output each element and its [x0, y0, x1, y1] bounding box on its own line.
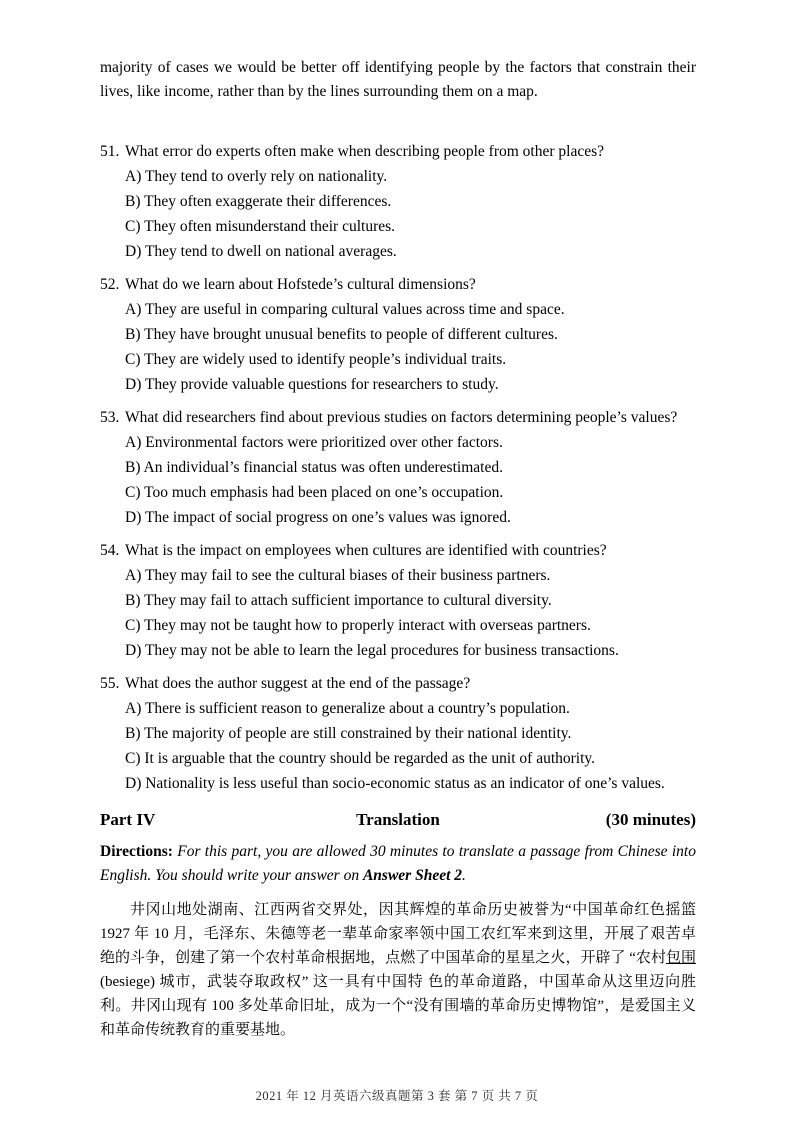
option: A) They tend to overly rely on nationality. — [125, 168, 388, 185]
directions-text: For this part, you are allowed 30 minutes to translate a passage from Chinese into English. You should write your answer on — [100, 843, 696, 884]
option: C) They often misunderstand their cultures. — [125, 218, 396, 235]
option: C) It is arguable that the country should be regarded as the unit of authority. — [125, 750, 596, 767]
question-text: What do we learn about Hofstede’s cultural dimensions? — [125, 276, 476, 293]
question-number: 53. — [100, 409, 120, 426]
question-number: 55. — [100, 675, 120, 692]
option: B) The majority of people are still constrained by their national identity. — [125, 725, 572, 742]
option: D) They tend to dwell on national averages. — [125, 243, 397, 260]
option: C) They may not be taught how to properly interact with overseas partners. — [125, 617, 591, 634]
question-text: What is the impact on employees when cultures are identified with countries? — [125, 542, 607, 559]
page-footer: 2021 年 12 月英语六级真题第 3 套 第 7 页 共 7 页 — [255, 1089, 539, 1103]
option: C) They are widely used to identify people’s individual traits. — [125, 351, 507, 368]
page-content — [100, 56, 696, 1042]
question-52 — [100, 272, 696, 397]
directions-label: Directions: — [100, 843, 173, 860]
question-number: 52. — [100, 276, 120, 293]
directions — [100, 840, 696, 888]
options-list — [100, 164, 696, 264]
question-number: 51. — [100, 143, 120, 160]
option: D) Nationality is less useful than socio-economic status as an indicator of one’s values. — [125, 775, 665, 792]
option: B) They may fail to attach sufficient importance to cultural diversity. — [125, 592, 552, 609]
question-51 — [100, 139, 696, 264]
passage-part1: 井冈山地处湖南、江西两省交界处，因其辉煌的革命历史被誉为“中国革命红色摇篮 1927 年 10 月，毛泽东、朱德等老一辈革命家率领中国工农红军来到这里，开展了艰苦卓绝的斗争，创建了第一个农村革命根据地，点燃了中国革命的星星之火，开辟了 “农村 — [100, 902, 696, 966]
option: A) Environmental factors were prioritized over other factors. — [125, 434, 503, 451]
question-text: What error do experts often make when describing people from other places? — [125, 143, 605, 160]
question-text: What did researchers find about previous studies on factors determining people’s values? — [125, 409, 678, 426]
passage-part2: (besiege) 城市，武装夺取政权” 这一具有中国特 色的革命道路，中国革命从这里迈向胜利。井冈山现有 100 多处革命旧址，成为一个“没有围墙的革命历史博物馆”，是爱国主义和革命传统教育的重要基地。 — [100, 974, 696, 1038]
translation-passage — [100, 898, 696, 1042]
option: B) An individual’s financial status was often underestimated. — [125, 459, 503, 476]
option: A) They are useful in comparing cultural values across time and space. — [125, 301, 565, 318]
part-label: Part IV — [100, 810, 156, 829]
option: D) They may not be able to learn the legal procedures for business transactions. — [125, 642, 619, 659]
question-number: 54. — [100, 542, 120, 559]
option: A) They may fail to see the cultural biases of their business partners. — [125, 567, 551, 584]
part4-heading — [100, 810, 696, 830]
passage-underlined-word: 包围 — [665, 950, 696, 966]
option: D) They provide valuable questions for researchers to study. — [125, 376, 499, 393]
options-list — [100, 430, 696, 530]
option: D) The impact of social progress on one’s values was ignored. — [125, 509, 511, 526]
option: C) Too much emphasis had been placed on one’s occupation. — [125, 484, 504, 501]
directions-period: . — [462, 867, 466, 884]
option: A) There is sufficient reason to generalize about a country’s population. — [125, 700, 570, 717]
question-text: What does the author suggest at the end of the passage? — [125, 675, 471, 692]
question-55 — [100, 671, 696, 796]
intro-paragraph: majority of cases we would be better off identifying people by the factors that constrain their lives, like income, rather than by the lines surrounding them on a map. — [100, 59, 696, 100]
part-duration: (30 minutes) — [605, 810, 696, 829]
option: B) They often exaggerate their differences. — [125, 193, 392, 210]
options-list — [100, 297, 696, 397]
part-title: Translation — [356, 810, 440, 829]
question-53 — [100, 405, 696, 530]
options-list — [100, 563, 696, 663]
answer-sheet-ref: Answer Sheet 2 — [362, 867, 463, 884]
question-54 — [100, 538, 696, 663]
options-list — [100, 696, 696, 796]
option: B) They have brought unusual benefits to people of different cultures. — [125, 326, 558, 343]
